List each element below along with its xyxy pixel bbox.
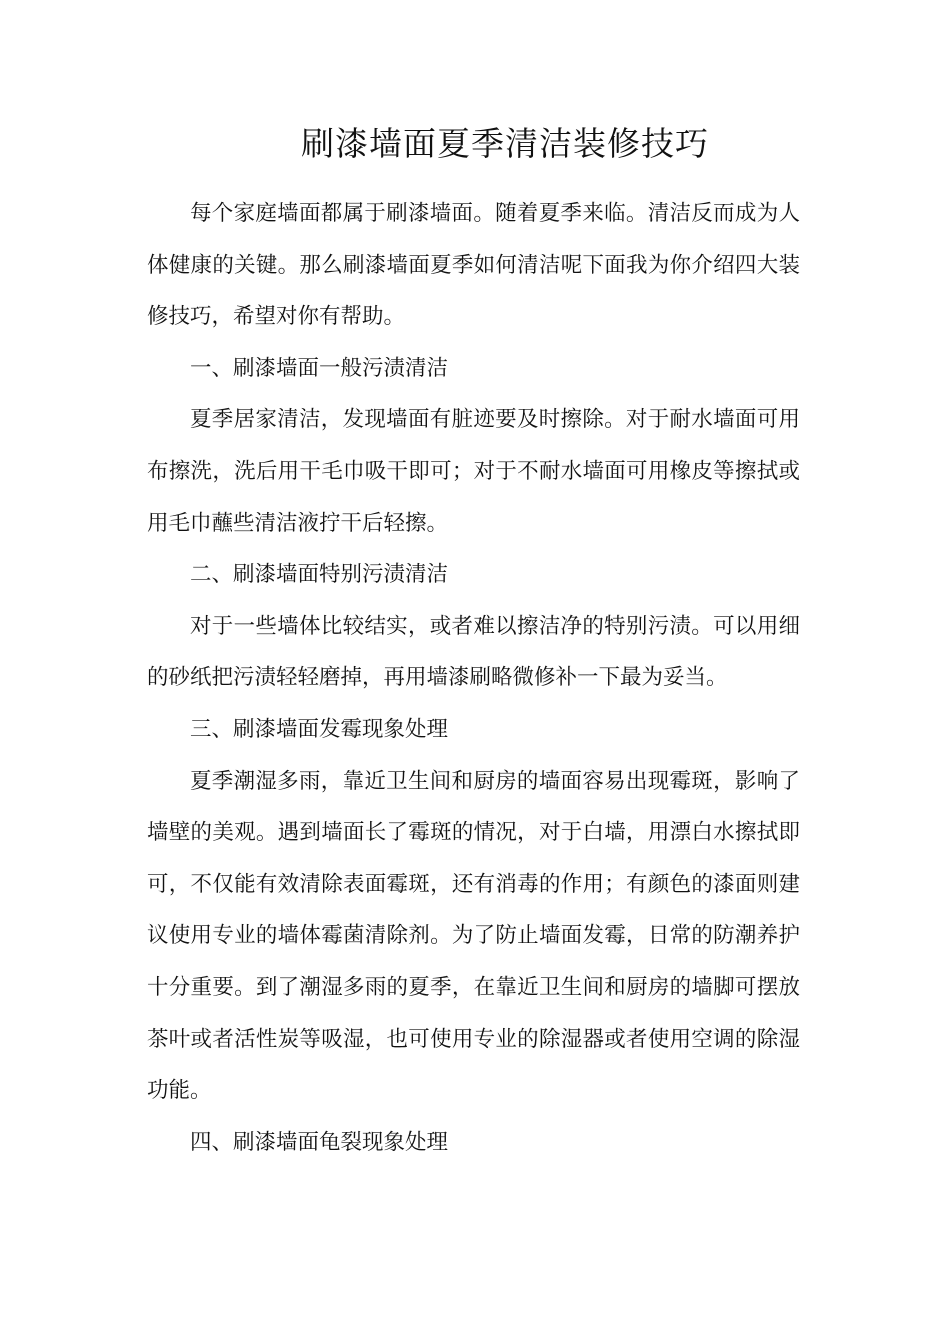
section-heading: 二、刷漆墙面特别污渍清洁 [190, 562, 449, 588]
section-paragraph: 对于一些墙体比较结实，或者难以擦洁净的特别污渍。可以用细的砂纸把污渍轻轻磨掉，再用墙漆刷略微修补一下最为妥当。 [147, 613, 800, 691]
section-heading: 三、刷漆墙面发霉现象处理 [190, 716, 449, 742]
section-heading: 一、刷漆墙面一般污渍清洁 [190, 355, 449, 381]
document-body [147, 188, 800, 1168]
section-paragraph: 夏季潮湿多雨，靠近卫生间和厨房的墙面容易出现霉斑，影响了墙壁的美观。遇到墙面长了霉斑的情况，对于白墙，用漂白水擦拭即可，不仅能有效清除表面霉斑，还有消毒的作用；有颜色的漆面则建议使用专业的墙体霉菌清除剂。为了防止墙面发霉，日常的防潮养护十分重要。到了潮湿多雨的夏季，在靠近卫生间和厨房的墙脚可摆放茶叶或者活性炭等吸湿，也可使用专业的除湿器或者使用空调的除湿功能。 [147, 768, 800, 1104]
section-heading: 四、刷漆墙面龟裂现象处理 [190, 1129, 449, 1155]
intro-paragraph: 每个家庭墙面都属于刷漆墙面。随着夏季来临。清洁反而成为人体健康的关键。那么刷漆墙面夏季如何清洁呢下面我为你介绍四大装修技巧，希望对你有帮助。 [147, 201, 800, 330]
document-title: 刷漆墙面夏季清洁装修技巧 [301, 124, 709, 163]
section-paragraph: 夏季居家清洁，发现墙面有脏迹要及时擦除。对于耐水墙面可用布擦洗，洗后用干毛巾吸干即可；对于不耐水墙面可用橡皮等擦拭或用毛巾蘸些清洁液拧干后轻擦。 [147, 407, 800, 536]
